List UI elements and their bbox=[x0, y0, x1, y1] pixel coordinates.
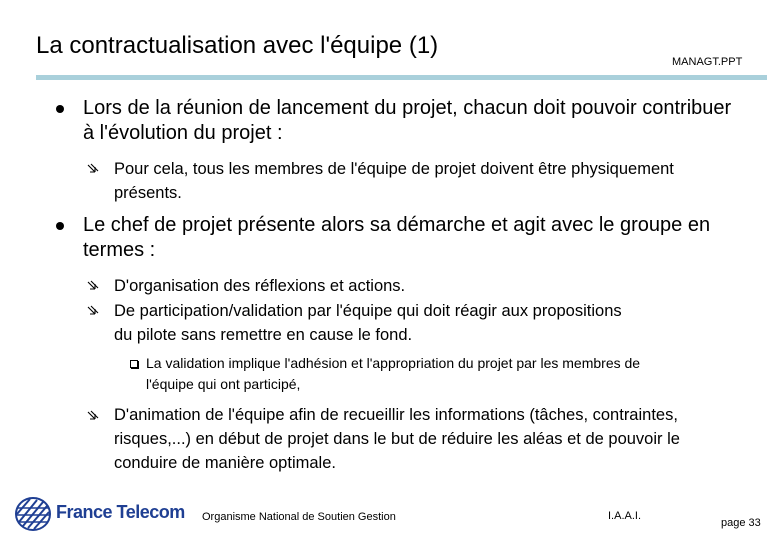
document-reference: MANAGT.PPT bbox=[672, 56, 743, 68]
bullet-2-sub-3: D'animation de l'équipe afin de recueillir les informations (tâches, contraintes, risques,...) en début de projet dans le but de réduire les aléas et de pouvoir le conduire de manière optimale. bbox=[114, 406, 680, 472]
arrow-bullet-icon bbox=[86, 162, 100, 176]
arrow-bullet-icon bbox=[86, 304, 100, 318]
bullet-2-subsub-1: La validation implique l'adhésion et l'appropriation du projet par les membres de l'équipe qui ont participé, bbox=[146, 355, 641, 392]
arrow-bullet-icon bbox=[86, 409, 100, 423]
organisation-label: Organisme National de Soutien Gestion bbox=[202, 511, 396, 523]
globe-logo-icon bbox=[14, 496, 52, 532]
square-bullet-icon bbox=[130, 360, 138, 368]
bullet-1-text: Lors de la réunion de lancement du projet, chacun doit pouvoir contribuer à l'évolution du projet : bbox=[83, 97, 732, 144]
institute-label: I.A.A.I. bbox=[608, 510, 642, 522]
bullet-dot-icon bbox=[56, 222, 64, 230]
title-underline bbox=[36, 75, 767, 80]
france-telecom-logo bbox=[14, 496, 185, 532]
page-title: La contractualisation avec l'équipe (1) bbox=[36, 32, 439, 59]
bullet-1-sub-1: Pour cela, tous les membres de l'équipe de projet doivent être physiquement présents. bbox=[114, 160, 674, 202]
arrow-bullet-icon bbox=[86, 279, 100, 293]
page-number: page 33 bbox=[721, 517, 761, 529]
bullet-2-sub-1: D'organisation des réflexions et actions. bbox=[114, 277, 406, 295]
bullet-dot-icon bbox=[56, 105, 64, 113]
logo-name: France Telecom bbox=[56, 502, 185, 522]
bullet-2-sub-2: De participation/validation par l'équipe qui doit réagir aux propositions du pilote sans remettre en cause le fond. bbox=[114, 302, 622, 344]
bullet-2-text: Le chef de projet présente alors sa démarche et agit avec le groupe en termes : bbox=[83, 214, 711, 261]
